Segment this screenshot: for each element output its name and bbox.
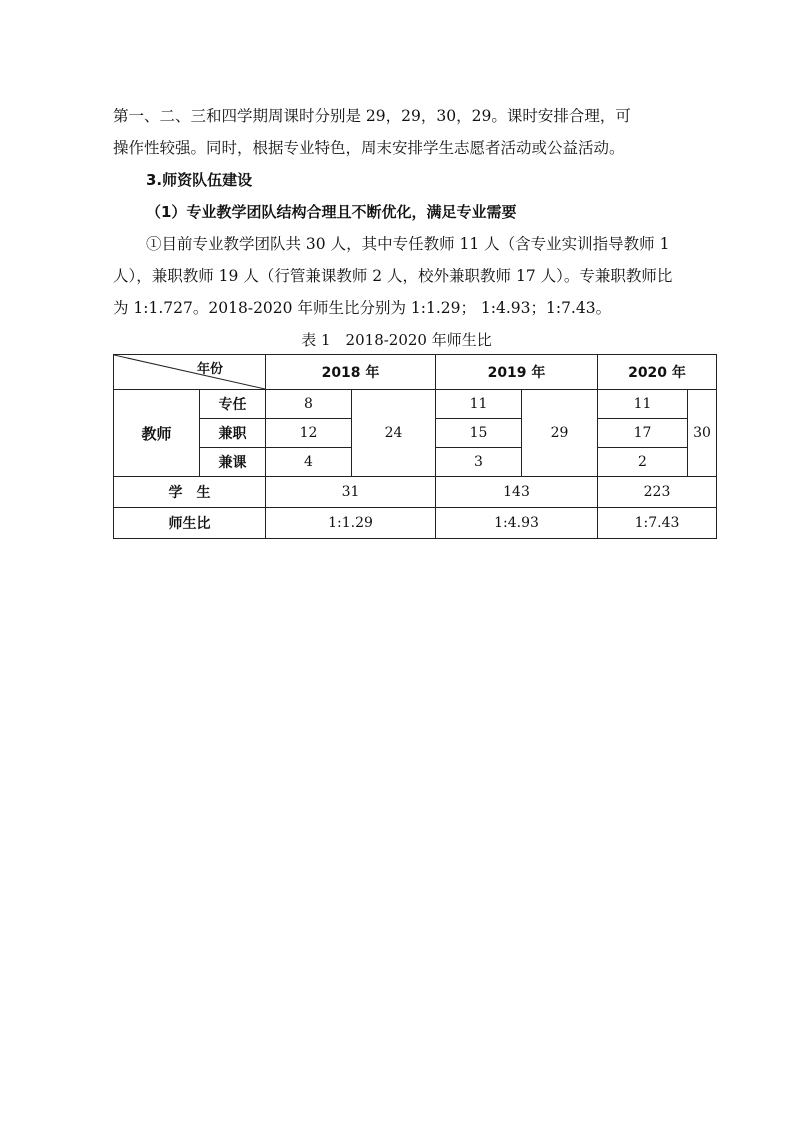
- section-heading-faculty: 3.师资队伍建设: [146, 171, 253, 189]
- cell-2018-total: 24: [352, 390, 436, 477]
- cell-2020-admin: 2: [598, 448, 688, 477]
- table-row-full-time: [114, 390, 717, 419]
- cell-2020-ratio: 1:7.43: [598, 508, 717, 539]
- paragraph-weekend-activities: 操作性较强。同时，根据专业特色，周末安排学生志愿者活动或公益活动。: [113, 139, 625, 157]
- cell-2019-students: 143: [436, 477, 598, 508]
- cell-2020-full-time: 11: [598, 390, 688, 419]
- cell-2018-students: 31: [266, 477, 436, 508]
- ratio-label: 师生比: [114, 508, 266, 539]
- type-admin: 兼课: [200, 448, 266, 477]
- cell-2019-part-time: 15: [436, 419, 522, 448]
- type-part-time: 兼职: [200, 419, 266, 448]
- corner-cell: [114, 355, 266, 390]
- table-row-ratio: [114, 508, 717, 539]
- paragraph-ratios: 为 1:1.727。2018-2020 年师生比分别为 1:1.29； 1:4.93；1:7.43。: [113, 299, 612, 317]
- cell-2019-total: 29: [522, 390, 598, 477]
- table-header-row: [114, 355, 717, 390]
- cell-2018-admin: 4: [266, 448, 352, 477]
- paragraph-team-size: ①目前专业教学团队共 30 人，其中专任教师 11 人（含专业实训指导教师 1: [146, 235, 670, 253]
- cell-2019-admin: 3: [436, 448, 522, 477]
- year-header-2019: 2019 年: [436, 355, 598, 390]
- cell-2019-full-time: 11: [436, 390, 522, 419]
- corner-label: 年份: [196, 362, 223, 377]
- teacher-student-ratio-table: [113, 354, 717, 539]
- paragraph-part-time: 人），兼职教师 19 人（行管兼课教师 2 人，校外兼职教师 17 人）。专兼职教师比: [113, 267, 673, 285]
- cell-2020-students: 223: [598, 477, 717, 508]
- subsection-heading-team: （1）专业教学团队结构合理且不断优化，满足专业需要: [146, 203, 517, 221]
- paragraph-weekly-hours: 第一、二、三和四学期周课时分别是 29，29，30，29。课时安排合理，可: [113, 107, 631, 125]
- cell-2018-full-time: 8: [266, 390, 352, 419]
- cell-2019-ratio: 1:4.93: [436, 508, 598, 539]
- cell-2018-ratio: 1:1.29: [266, 508, 436, 539]
- year-header-2018: 2018 年: [266, 355, 436, 390]
- teacher-label: 教师: [114, 390, 200, 477]
- cell-2018-part-time: 12: [266, 419, 352, 448]
- year-header-2020: 2020 年: [598, 355, 717, 390]
- cell-2020-total: 30: [688, 390, 717, 477]
- table-row-students: [114, 477, 717, 508]
- students-label: 学 生: [114, 477, 266, 508]
- table-caption: 表 1 2018-2020 年师生比: [301, 331, 492, 349]
- cell-2020-part-time: 17: [598, 419, 688, 448]
- diagonal-line: [114, 355, 265, 389]
- type-full-time: 专任: [200, 390, 266, 419]
